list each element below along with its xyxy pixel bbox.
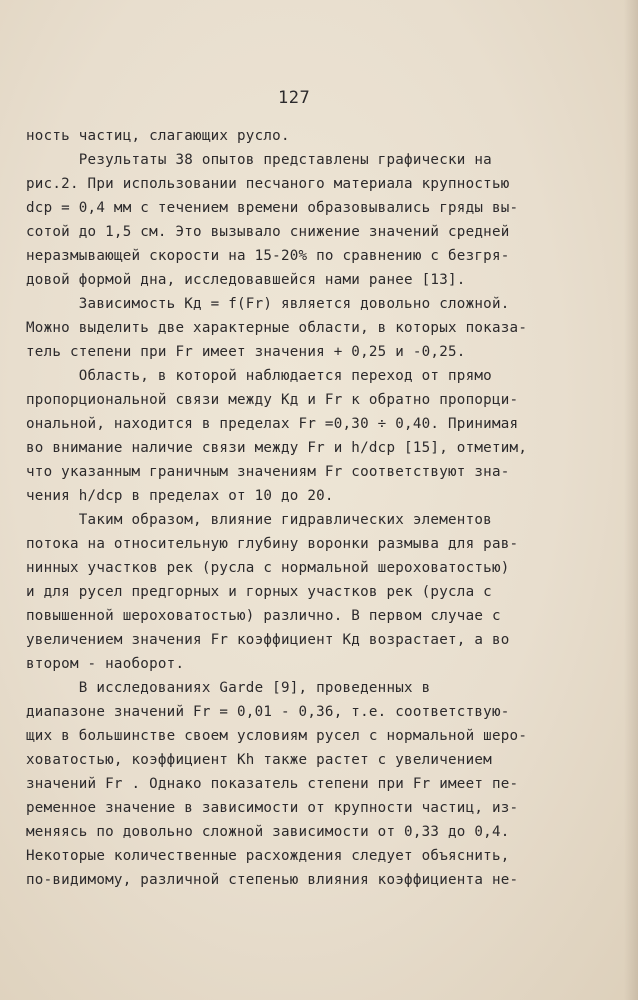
page-number: 127 — [278, 88, 311, 108]
text-line: повышенной шероховатостью) различно. В первом случае с — [26, 608, 501, 624]
text-line: потока на относительную глубину воронки размыва для рав- — [26, 536, 519, 552]
text-line: пропорциональной связи между Kд и Fr к обратно пропорци- — [26, 392, 519, 408]
text-line: Результаты 38 опытов представлены графически на — [26, 152, 492, 168]
text-line: по-видимому, различной степенью влияния коэффициента не- — [26, 872, 519, 888]
text-line: чения h/dср в пределах от 10 до 20. — [26, 488, 334, 504]
text-line: что указанным граничным значениям Fr соответствуют зна- — [26, 464, 510, 480]
text-line: во внимание наличие связи между Fr и h/dср [15], отметим, — [26, 440, 528, 456]
text-line: ховатостью, коэффициент Kh также растет с увеличением — [26, 752, 492, 768]
text-line: щих в большинстве своем условиям русел с нормальной шеро- — [26, 728, 528, 744]
text-line: Можно выделить две характерные области, в которых показа- — [26, 320, 528, 336]
text-line: dср = 0,4 мм с течением времени образовывались гряды вы- — [26, 200, 519, 216]
text-line: Таким образом, влияние гидравлических элементов — [26, 512, 492, 528]
text-line: нинных участков рек (русла с нормальной шероховатостью) — [26, 560, 510, 576]
text-line: неразмывающей скорости на 15-20% по сравнению с безгря- — [26, 248, 510, 264]
text-line: значений Fr . Однако показатель степени при Fr имеет пе- — [26, 776, 519, 792]
text-line: ность частиц, слагающих русло. — [26, 128, 290, 144]
text-line: ональной, находится в пределах Fr =0,30 ÷ 0,40. Принимая — [26, 416, 519, 432]
text-line: втором - наоборот. — [26, 656, 185, 672]
text-line: увеличением значения Fr коэффициент Kд возрастает, а во — [26, 632, 510, 648]
text-line: ременное значение в зависимости от крупности частиц, из- — [26, 800, 519, 816]
text-line: диапазоне значений Fr = 0,01 - 0,36, т.е. соответствую- — [26, 704, 510, 720]
text-line: Некоторые количественные расхождения следует объяснить, — [26, 848, 510, 864]
text-line: и для русел предгорных и горных участков рек (русла с — [26, 584, 492, 600]
page-edge-shadow — [624, 0, 638, 1000]
text-line: довой формой дна, исследовавшейся нами ранее [13]. — [26, 272, 466, 288]
text-line: тель степени при Fr имеет значения + 0,25 и -0,25. — [26, 344, 466, 360]
text-line: Зависимость Kд = f(Fr) является довольно сложной. — [26, 296, 510, 312]
text-line: сотой до 1,5 см. Это вызывало снижение значений средней — [26, 224, 510, 240]
text-line: В исследованиях Garde [9], проведенных в — [26, 680, 431, 696]
text-line: рис.2. При использовании песчаного материала крупностью — [26, 176, 510, 192]
text-line: меняясь по довольно сложной зависимости от 0,33 до 0,4. — [26, 824, 510, 840]
text-line: Область, в которой наблюдается переход от прямо — [26, 368, 492, 384]
